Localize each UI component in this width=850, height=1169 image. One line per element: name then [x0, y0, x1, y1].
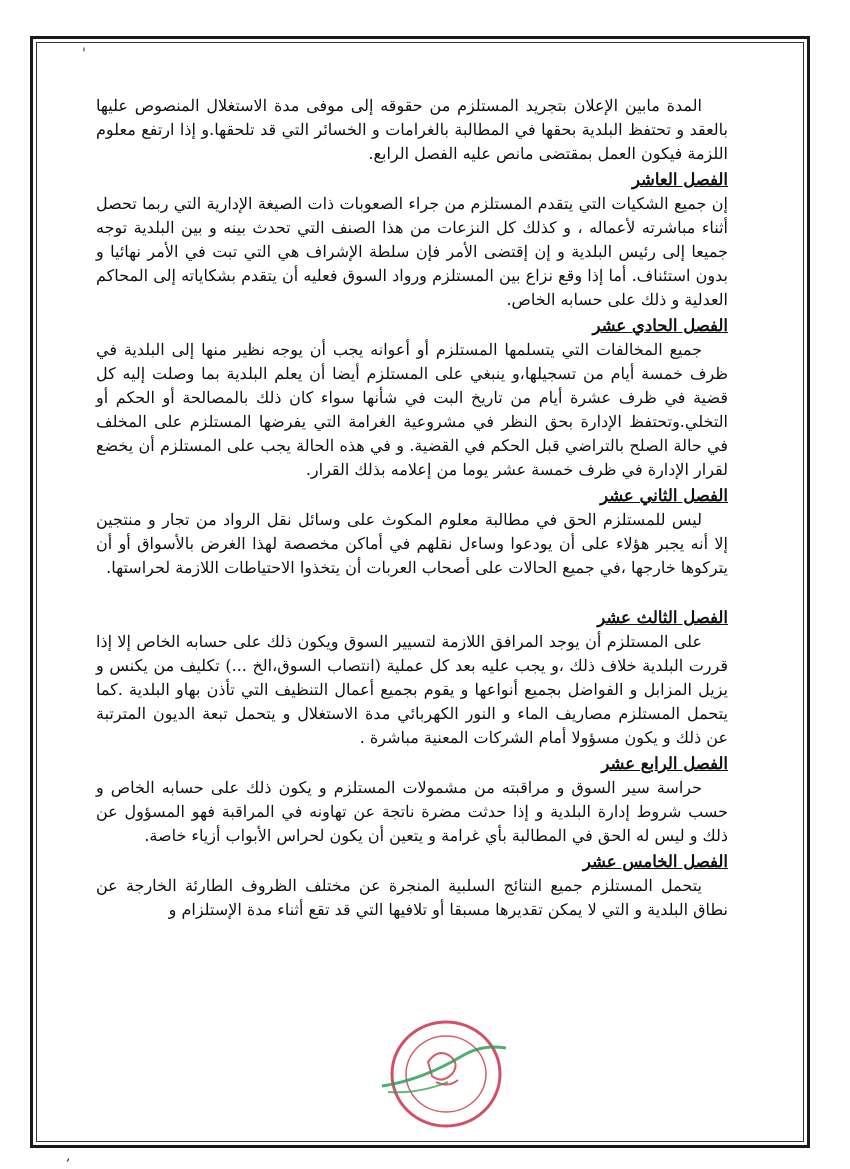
- section-paragraph: على المستلزم أن يوجد المرافق اللازمة لتسيير السوق ويكون ذلك على حسابه الخاص إلا إذا قررت البلدية خلاف ذلك ،و يجب عليه بعد كل عملية (انتصاب السوق،الخ ...) تكليف من يكنس و يزيل المزابل و الفواضل بجميع أنواعها و يقوم بجميع أعمال التنظيف التي تأذن بهاو البلدية .كما يتحمل المستلزم مصاريف الماء و النور الكهربائي مدة الاستغلال و يتحمل تبعة الديون المترتبة عن ذلك و يكون مسؤولا أمام الشركات المعنية مباشرة .: [96, 632, 728, 747]
- section-paragraph: جميع المخالفات التي يتسلمها المستلزم أو أعوانه يجب أن يوجه نظير منها إلى البلدية في ظرف خمسة أيام من تسجيلها،و ينبغي على المستلزم أيضا أن يعلم البلدية بما وصلت إليه كل قضية في ظرف عشرة أيام من تاريخ البت في شأنها سواء كان ذلك بالمصالحة أو الحكم أو التخلي.وتحتفظ الإدارة بحق النظر في مشروعية الغرامة التي يفرضها المستلزم على المخلف في حالة الصلح بالتراضي قبل الحكم في القضية. و في هذه الحالة يجب على المستلزم أن يخضع لقرار الإدارة في ظرف خمسة عشر يوما من إعلامه بذلك القرار.: [96, 340, 728, 479]
- section-15: [96, 850, 728, 922]
- scan-speck: ': [82, 46, 86, 62]
- section-11: [96, 314, 728, 482]
- section-13: [96, 606, 728, 750]
- section-heading: الفصل الرابع عشر: [601, 754, 728, 773]
- scan-speck: ,: [66, 1148, 71, 1164]
- section-10: [96, 168, 728, 312]
- intro-paragraph: المدة مابين الإعلان بتجريد المستلزم من حقوقه إلى موفى مدة الاستغلال المنصوص عليها بالعقد و تحتفظ البلدية بحقها في المطالبة بالغرامات و الخسائر التي قد تلحقها.و إذا ارتفع معلوم اللزمة فيكون العمل بمقتضى مانص عليه الفصل الرابع.: [96, 96, 729, 163]
- official-stamp-icon: [378, 1012, 514, 1132]
- section-paragraph: إن جميع الشكيات التي يتقدم المستلزم من جراء الصعوبات ذات الصيغة الإدارية التي ربما تحصل أثناء مباشرته لأعماله ، و كذلك كل النزعات من هذا الصنف التي تحدث بينه و بين البلدية توجه جميعا إلى رئيس البلدية و إن إقتضى الأمر فإن سلطة الإشراف هي التي تبت في الأمر نهائيا و بدون استئناف. أما إذا وقع نزاع بين المستلزم ورواد السوق فعليه أن يتقدم بشكاياته إلى المحاكم العدلية و ذلك على حسابه الخاص.: [96, 194, 728, 309]
- document-body: [96, 94, 728, 922]
- section-heading: الفصل الحادي عشر: [592, 316, 728, 335]
- section-12: [96, 484, 728, 580]
- section-paragraph: حراسة سير السوق و مراقبته من مشمولات المستلزم و يكون ذلك على حسابه الخاص و حسب شروط إدارة البلدية و إذا حدثت مضرة ناتجة عن تهاونه في المراقبة فهو المسؤول عن ذلك و ليس له الحق في المطالبة بأي غرامة و يتعين أن يكون لحراس الأبواب أزياء خاصة.: [96, 778, 728, 845]
- section-14: [96, 752, 728, 848]
- section-paragraph: ليس للمستلزم الحق في مطالبة معلوم المكوث على وسائل نقل الرواد من تجار و منتجين إلا أنه يجبر هؤلاء على أن يودعوا وساءل نقلهم في أماكن مخصصة لهذا الغرض بالأسواق أو أن يتركوها خارجها ،في جميع الحالات على أصحاب العربات أن يتخذوا الاحتياطات اللازمة لحراستها.: [96, 510, 728, 577]
- section-heading: الفصل الخامس عشر: [582, 852, 728, 871]
- section-heading: الفصل الثالث عشر: [597, 608, 728, 627]
- section-paragraph: يتحمل المستلزم جميع النتائج السلبية المنجرة عن مختلف الظروف الطارئة الخارجة عن نطاق البلدية و التي لا يمكن تقديرها مسبقا أو تلافيها التي قد تقع أثناء مدة الإستلزام و: [96, 876, 728, 919]
- section-heading: الفصل العاشر: [631, 170, 728, 189]
- spacer: [96, 580, 728, 604]
- section-heading: الفصل الثاني عشر: [600, 486, 728, 505]
